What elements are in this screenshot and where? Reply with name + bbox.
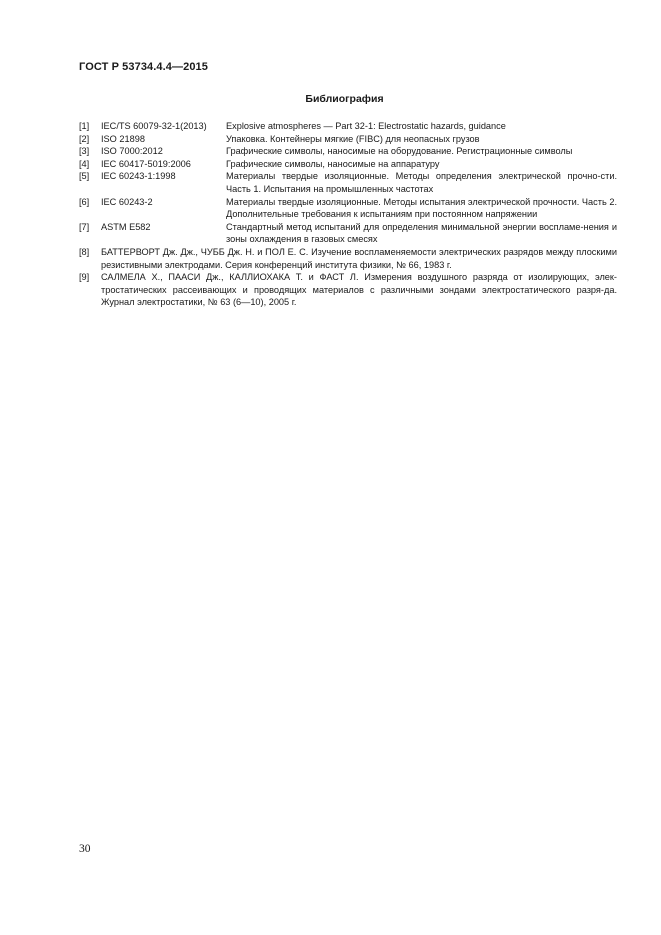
reference-number: [1] — [79, 121, 90, 131]
reference-entry-7 — [79, 221, 617, 246]
reference-number: [4] — [79, 158, 90, 169]
reference-description: БАТТЕРВОРТ Дж. Дж., ЧУББ Дж. Н. и ПОЛ Е. С. Изучение воспламеняемости электрических разрядов между плоскими резистивными электродами. Серия конференций института физики, № 66, 1983 г. — [101, 246, 617, 270]
reference-code: IEC 60417-5019:2006 — [101, 158, 191, 169]
reference-number: [9] — [79, 272, 90, 283]
reference-description: Стандартный метод испытаний для определения минимальной энергии воспламе-нения и зоны охлаждения в газовых смесях — [226, 221, 617, 245]
reference-number: [8] — [79, 246, 90, 257]
reference-entry-6 — [79, 196, 617, 221]
reference-number: [7] — [79, 221, 90, 232]
reference-description: Материалы твердые изоляционные. Методы определения электрической прочно-сти. Часть 1. Испытания на промышленных частотах — [226, 171, 617, 194]
reference-description: Explosive atmospheres — Part 32-1: Electrostatic hazards, guidance — [226, 121, 506, 131]
reference-description: САЛМЕЛА Х., ПААСИ Дж., КАЛЛИОХАКА Т. и ФАСТ Л. Измерения воздушного разряда от изолирующих, элек-тростатических рассеивающих и проводящих материалов с различными зондами электростатического разря-да. Журнал электростатики, № 63 (6—10), 2005 г. — [101, 272, 617, 308]
reference-number: [5] — [79, 171, 90, 182]
reference-description: Упаковка. Контейнеры мягкие (FIBC) для неопасных грузов — [226, 133, 480, 144]
reference-code: ISO 21898 — [101, 133, 145, 144]
reference-description: Графические символы, наносимые на аппаратуру — [226, 158, 440, 169]
reference-entry-4 — [79, 158, 617, 171]
reference-entry-3 — [79, 145, 617, 158]
reference-code: IEC 60243-1:1998 — [101, 171, 176, 182]
page-number: 30 — [79, 843, 91, 855]
reference-code: IEC/TS 60079-32-1(2013) — [101, 121, 207, 131]
reference-number: [2] — [79, 133, 90, 144]
reference-entry-8 — [79, 246, 617, 271]
section-title: Библиография — [305, 93, 384, 105]
reference-entry-1 — [79, 120, 617, 133]
bibliography-list — [79, 120, 617, 309]
reference-entry-2 — [79, 133, 617, 146]
reference-description: Материалы твердые изоляционные. Методы испытания электрической прочности. Часть 2. Дополнительные требования к испытаниям при постоянном напряжении — [226, 196, 617, 220]
reference-code: ISO 7000:2012 — [101, 146, 163, 157]
reference-number: [6] — [79, 196, 90, 207]
standard-designation: ГОСТ Р 53734.4.4—2015 — [79, 61, 208, 73]
reference-number: [3] — [79, 146, 90, 157]
reference-code: IEC 60243-2 — [101, 196, 153, 207]
reference-description: Графические символы, наносимые на оборудование. Регистрационные символы — [226, 146, 573, 157]
reference-code: ASTM E582 — [101, 221, 151, 232]
reference-entry-5 — [79, 170, 617, 195]
reference-entry-9 — [79, 271, 617, 309]
